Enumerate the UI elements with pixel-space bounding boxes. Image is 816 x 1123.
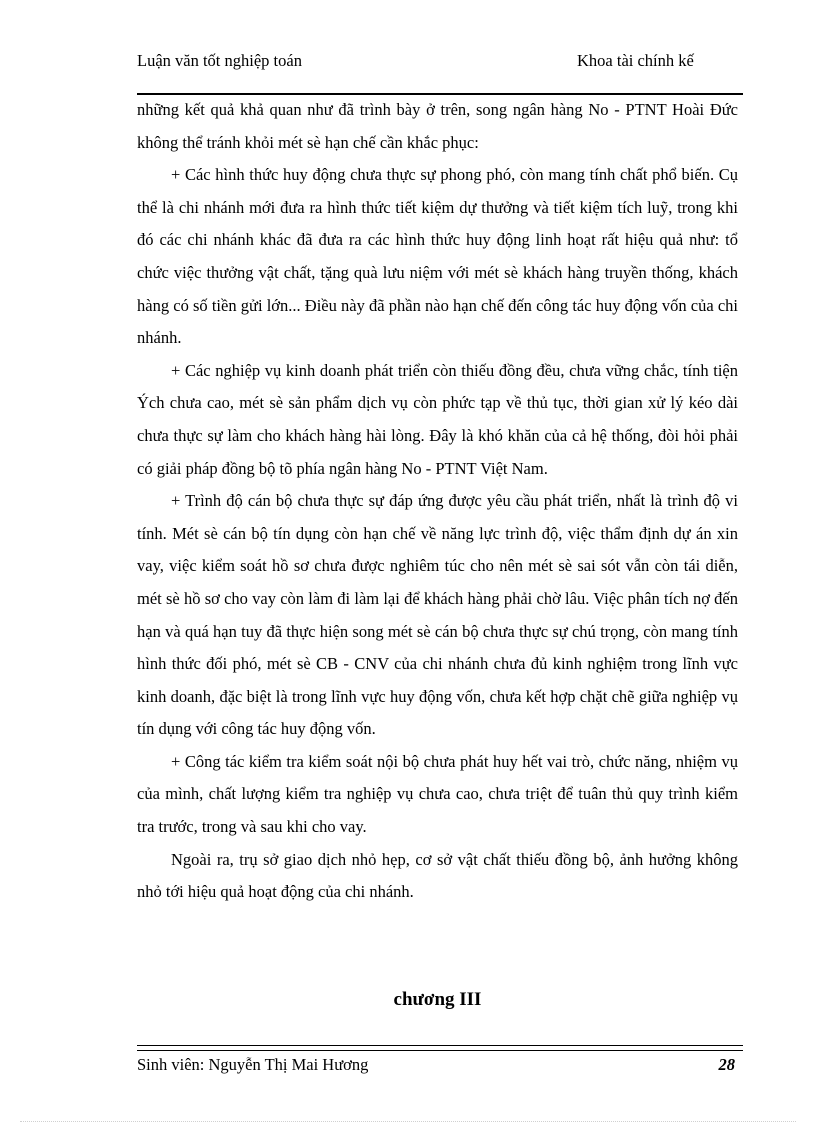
paragraph-continuation: những kết quả khả quan như đã trình bày ở trên, song ngân hàng No - PTNT Hoài Đức không thể tránh khỏi mét sè hạn chế cần khắc phục: [137, 100, 738, 152]
paragraph-mobilization-forms: + Các hình thức huy động chưa thực sự phong phó, còn mang tính chất phổ biến. Cụ thể là chi nhánh mới đưa ra hình thức tiết kiệm dự thưởng và tiết kiệm tích luỹ, trong khi đó các chi nhánh khác đã đưa ra các hình thức huy động linh hoạt rất hiệu quả như: tổ chức việc thưởng vật chất, tặng quà lưu niệm với mét sè khách hàng truyền thống, khách hàng có số tiền gửi lớn... Điều này đã phần nào hạn chế đến công tác huy động vốn của chi nhánh. [137, 165, 738, 348]
page-edge [20, 1121, 796, 1122]
footer-student-name: Sinh viên: Nguyễn Thị Mai Hương [137, 1055, 369, 1074]
chapter-title: chương III [393, 989, 482, 1010]
paragraph-staff-qualification: + Trình độ cán bộ chưa thực sự đáp ứng được yêu cầu phát triển, nhất là trình độ vi tính. Mét sè cán bộ tín dụng còn hạn chế về năng lực trình độ, việc thẩm định dự án xin vay, việc kiểm soát hồ sơ chưa được nghiêm túc cho nên mét sè sai sót vẫn còn tái diễn, mét sè hồ sơ cho vay còn làm đi làm lại để khách hàng phải chờ lâu. Việc phân tích nợ đến hạn và quá hạn tuy đã thực hiện song mét sè cán bộ chưa thực sự chú trọng, còn mang tính hình thức đối phó, mét sè CB - CNV của chi nhánh chưa đủ kinh nghiệm trong lĩnh vực kinh doanh, đặc biệt là trong lĩnh vực huy động vốn, chưa kết hợp chặt chẽ giữa nghiệp vụ tín dụng với công tác huy động vốn. [137, 491, 738, 739]
paragraph-business-operations: + Các nghiệp vụ kinh doanh phát triển còn thiếu đồng đều, chưa vững chắc, tính tiện Ých chưa cao, mét sè sản phẩm dịch vụ còn phức tạp về thủ tục, thời gian xử lý kéo dài chưa thực sự làm cho khách hàng hài lòng. Đây là khó khăn của cả hệ thống, đòi hỏi phải có giải pháp đồng bộ tõ phía ngân hàng No - PTNT Việt Nam. [137, 360, 738, 478]
footer-rule [137, 1045, 743, 1051]
header-thesis-label: Luận văn tốt nghiệp toán [137, 51, 302, 70]
header-faculty-label: Khoa tài chính kế [577, 51, 694, 70]
paragraph-facilities: Ngoài ra, trụ sở giao dịch nhỏ hẹp, cơ sở vật chất thiếu đồng bộ, ảnh hưởng không nhỏ tới hiệu quả hoạt động của chi nhánh. [137, 849, 738, 902]
paragraph-internal-control: + Công tác kiểm tra kiểm soát nội bộ chưa phát huy hết vai trò, chức năng, nhiệm vụ của mình, chất lượng kiểm tra nghiệp vụ chưa cao, chưa triệt để tuân thủ quy trình kiểm tra trước, trong và sau khi cho vay. [137, 751, 738, 837]
page-header [137, 50, 743, 94]
page-number: 28 [718, 1055, 735, 1074]
body-text [137, 94, 738, 909]
